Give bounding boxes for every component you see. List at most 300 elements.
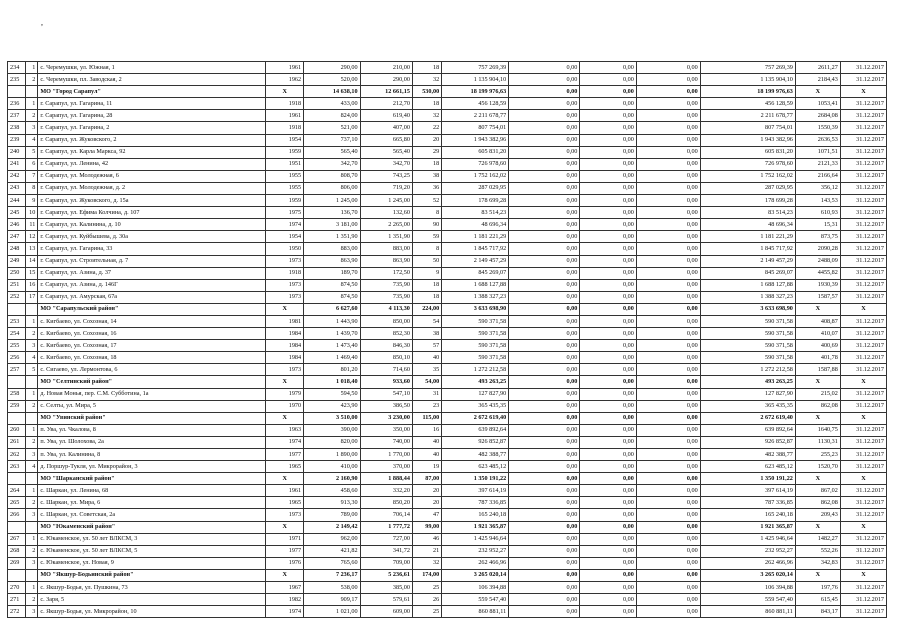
total-area-cell: 789,00 — [304, 509, 361, 521]
deadline-cell: 31.12.2017 — [840, 291, 886, 303]
row-number-cell — [8, 86, 26, 98]
year-cell: 1955 — [266, 182, 304, 194]
table-row — [8, 461, 887, 473]
living-area-cell: 743,25 — [360, 170, 412, 182]
living-area-cell: 863,90 — [360, 255, 412, 267]
deadline-cell: 31.12.2017 — [840, 122, 886, 134]
address-cell: г. Сарапул, ул. Азина, д. 37 — [38, 267, 266, 279]
address-cell: г. Сарапул, ул. Молодежная, 6 — [38, 170, 266, 182]
residents-cell: 21 — [412, 545, 441, 557]
unit-cost-cell: 197,76 — [795, 582, 840, 594]
owners-share-cell: 0,00 — [636, 352, 700, 364]
cost-total-cell: 845 269,07 — [442, 267, 509, 279]
row-number-cell: 254 — [8, 328, 26, 340]
year-cell: 1974 — [266, 606, 304, 618]
address-cell: с. Якшур-Бодья, ул. Пушкина, 73 — [38, 582, 266, 594]
residents-cell: 29 — [412, 146, 441, 158]
living-area-cell: 342,70 — [360, 158, 412, 170]
owners-share-cell: 0,00 — [636, 497, 700, 509]
table-row — [8, 195, 887, 207]
residents-cell: 32 — [412, 74, 441, 86]
item-number-cell: 2 — [25, 545, 38, 557]
cost-total-cell: 493 263,25 — [442, 376, 509, 388]
cost-check-cell: 1 943 382,96 — [700, 134, 795, 146]
cost-check-cell: 83 514,23 — [700, 207, 795, 219]
owners-share-cell: 0,00 — [636, 146, 700, 158]
total-area-cell: 565,40 — [304, 146, 361, 158]
budget-share-cell: 0,00 — [580, 182, 637, 194]
cost-check-cell: 1 181 221,29 — [700, 231, 795, 243]
year-cell: 1984 — [266, 352, 304, 364]
unit-cost-cell: 1482,27 — [795, 533, 840, 545]
cost-total-cell: 287 029,95 — [442, 182, 509, 194]
deadline-cell: 31.12.2017 — [840, 364, 886, 376]
item-number-cell — [25, 521, 38, 533]
fund-share-cell: 0,00 — [509, 436, 580, 448]
item-number-cell: 2 — [25, 497, 38, 509]
residents-cell: 18 — [412, 279, 441, 291]
residents-cell: 20 — [412, 134, 441, 146]
unit-cost-cell: 2488,09 — [795, 255, 840, 267]
item-number-cell — [25, 569, 38, 581]
residents-cell: 90 — [412, 219, 441, 231]
year-cell: 1974 — [266, 436, 304, 448]
total-area-cell: 874,50 — [304, 291, 361, 303]
unit-cost-cell: 552,26 — [795, 545, 840, 557]
fund-share-cell: 0,00 — [509, 207, 580, 219]
fund-share-cell: 0,00 — [509, 509, 580, 521]
unit-cost-cell: 410,07 — [795, 328, 840, 340]
cost-check-cell: 2 672 619,40 — [700, 412, 795, 424]
deadline-cell: 31.12.2017 — [840, 424, 886, 436]
total-area-cell: 801,20 — [304, 364, 361, 376]
table-row — [8, 134, 887, 146]
year-cell: X — [266, 569, 304, 581]
cost-check-cell: 456 128,59 — [700, 98, 795, 110]
year-cell: 1918 — [266, 98, 304, 110]
municipality-row — [8, 303, 887, 315]
fund-share-cell: 0,00 — [509, 158, 580, 170]
living-area-cell: 579,61 — [360, 594, 412, 606]
budget-share-cell: 0,00 — [580, 231, 637, 243]
address-cell: п. Ува, ул. Шолохова, 2а — [38, 436, 266, 448]
total-area-cell: 410,00 — [304, 461, 361, 473]
cost-check-cell: 807 754,01 — [700, 122, 795, 134]
row-number-cell: 250 — [8, 267, 26, 279]
item-number-cell: 3 — [25, 509, 38, 521]
table-row — [8, 62, 887, 74]
address-cell: с. Кигбаево, ул. Сохозная, 18 — [38, 352, 266, 364]
table-row — [8, 279, 887, 291]
cost-total-cell: 1 388 327,23 — [442, 291, 509, 303]
budget-share-cell: 0,00 — [580, 340, 637, 352]
item-number-cell: 2 — [25, 436, 38, 448]
year-cell: 1976 — [266, 557, 304, 569]
cost-total-cell: 1 181 221,29 — [442, 231, 509, 243]
cost-total-cell: 127 827,90 — [442, 388, 509, 400]
living-area-cell: 883,00 — [360, 243, 412, 255]
cost-check-cell: 1 135 904,10 — [700, 74, 795, 86]
owners-share-cell: 0,00 — [636, 110, 700, 122]
owners-share-cell: 0,00 — [636, 74, 700, 86]
row-number-cell: 269 — [8, 557, 26, 569]
cost-check-cell: 1 752 162,02 — [700, 170, 795, 182]
year-cell: 1959 — [266, 146, 304, 158]
cost-check-cell: 106 394,88 — [700, 582, 795, 594]
cost-total-cell: 83 514,23 — [442, 207, 509, 219]
cost-total-cell: 1 350 191,22 — [442, 473, 509, 485]
deadline-cell: 31.12.2017 — [840, 436, 886, 448]
fund-share-cell: 0,00 — [509, 449, 580, 461]
row-number-cell: 234 — [8, 62, 26, 74]
year-cell: X — [266, 473, 304, 485]
unit-cost-cell: 342,83 — [795, 557, 840, 569]
table-row — [8, 158, 887, 170]
table-row — [8, 388, 887, 400]
deadline-cell: 31.12.2017 — [840, 279, 886, 291]
residents-cell: 174,00 — [412, 569, 441, 581]
living-area-cell: 385,00 — [360, 582, 412, 594]
budget-share-cell: 0,00 — [580, 328, 637, 340]
row-number-cell: 260 — [8, 424, 26, 436]
address-cell: г. Сарапул, ул. Гагарина, 11 — [38, 98, 266, 110]
budget-share-cell: 0,00 — [580, 533, 637, 545]
owners-share-cell: 0,00 — [636, 86, 700, 98]
residents-cell: 38 — [412, 170, 441, 182]
fund-share-cell: 0,00 — [509, 376, 580, 388]
address-cell: МО "Юкаменский район" — [38, 521, 266, 533]
table-row — [8, 485, 887, 497]
total-area-cell: 1 018,40 — [304, 376, 361, 388]
budget-share-cell: 0,00 — [580, 376, 637, 388]
owners-share-cell: 0,00 — [636, 315, 700, 327]
row-number-cell: 259 — [8, 400, 26, 412]
row-number-cell: 241 — [8, 158, 26, 170]
cost-total-cell: 397 614,19 — [442, 485, 509, 497]
owners-share-cell: 0,00 — [636, 449, 700, 461]
total-area-cell: 6 627,60 — [304, 303, 361, 315]
deadline-cell: 31.12.2017 — [840, 182, 886, 194]
year-cell: X — [266, 412, 304, 424]
budget-share-cell: 0,00 — [580, 303, 637, 315]
unit-cost-cell: 255,23 — [795, 449, 840, 461]
cost-total-cell: 456 128,59 — [442, 98, 509, 110]
fund-share-cell: 0,00 — [509, 340, 580, 352]
unit-cost-cell: 2611,27 — [795, 62, 840, 74]
item-number-cell — [25, 303, 38, 315]
cost-check-cell: 2 149 457,29 — [700, 255, 795, 267]
item-number-cell: 2 — [25, 110, 38, 122]
year-cell: 1970 — [266, 400, 304, 412]
cost-check-cell: 559 547,40 — [700, 594, 795, 606]
budget-share-cell: 0,00 — [580, 606, 637, 618]
cost-check-cell: 1 388 327,23 — [700, 291, 795, 303]
residents-cell: 19 — [412, 461, 441, 473]
budget-share-cell: 0,00 — [580, 291, 637, 303]
unit-cost-cell: X — [795, 473, 840, 485]
address-cell: п. Ува, ул. Калинина, 8 — [38, 449, 266, 461]
total-area-cell: 765,60 — [304, 557, 361, 569]
living-area-cell: 212,70 — [360, 98, 412, 110]
item-number-cell: 8 — [25, 182, 38, 194]
fund-share-cell: 0,00 — [509, 110, 580, 122]
item-number-cell: 4 — [25, 134, 38, 146]
unit-cost-cell: 2090,28 — [795, 243, 840, 255]
row-number-cell: 261 — [8, 436, 26, 448]
address-cell: с. Селты, ул. Мира, 5 — [38, 400, 266, 412]
deadline-cell: 31.12.2017 — [840, 328, 886, 340]
cost-check-cell: 3 633 698,90 — [700, 303, 795, 315]
residents-cell: 9 — [412, 267, 441, 279]
row-number-cell: 247 — [8, 231, 26, 243]
total-area-cell: 7 236,17 — [304, 569, 361, 581]
table-row — [8, 146, 887, 158]
budget-share-cell: 0,00 — [580, 279, 637, 291]
year-cell: 1961 — [266, 62, 304, 74]
unit-cost-cell: 1550,39 — [795, 122, 840, 134]
budget-share-cell: 0,00 — [580, 545, 637, 557]
deadline-cell: X — [840, 569, 886, 581]
cost-total-cell: 559 547,40 — [442, 594, 509, 606]
deadline-cell: X — [840, 376, 886, 388]
table-row — [8, 182, 887, 194]
budget-share-cell: 0,00 — [580, 388, 637, 400]
cost-total-cell: 590 371,58 — [442, 315, 509, 327]
living-area-cell: 3 230,00 — [360, 412, 412, 424]
fund-share-cell: 0,00 — [509, 400, 580, 412]
fund-share-cell: 0,00 — [509, 182, 580, 194]
table-row — [8, 207, 887, 219]
year-cell: 1954 — [266, 134, 304, 146]
total-area-cell: 458,60 — [304, 485, 361, 497]
cost-check-cell: 590 371,58 — [700, 340, 795, 352]
year-cell: 1962 — [266, 74, 304, 86]
living-area-cell: 665,80 — [360, 134, 412, 146]
row-number-cell: 253 — [8, 315, 26, 327]
address-cell: д. Поршур-Тукля, ул. Микрорайон, 3 — [38, 461, 266, 473]
item-number-cell: 15 — [25, 267, 38, 279]
residents-cell: 36 — [412, 182, 441, 194]
fund-share-cell: 0,00 — [509, 170, 580, 182]
row-number-cell: 268 — [8, 545, 26, 557]
total-area-cell: 423,90 — [304, 400, 361, 412]
fund-share-cell: 0,00 — [509, 557, 580, 569]
table-row — [8, 340, 887, 352]
deadline-cell: 31.12.2017 — [840, 557, 886, 569]
cost-check-cell: 590 371,58 — [700, 315, 795, 327]
budget-share-cell: 0,00 — [580, 557, 637, 569]
year-cell: 1954 — [266, 231, 304, 243]
table-row — [8, 122, 887, 134]
unit-cost-cell: 215,02 — [795, 388, 840, 400]
municipality-row — [8, 473, 887, 485]
cost-check-cell: 3 265 020,14 — [700, 569, 795, 581]
residents-cell: 23 — [412, 400, 441, 412]
cost-total-cell: 262 466,96 — [442, 557, 509, 569]
item-number-cell: 10 — [25, 207, 38, 219]
year-cell: 1955 — [266, 170, 304, 182]
stray-mark: , — [41, 18, 43, 27]
row-number-cell: 267 — [8, 533, 26, 545]
item-number-cell: 6 — [25, 158, 38, 170]
table-row — [8, 557, 887, 569]
deadline-cell: 31.12.2017 — [840, 606, 886, 618]
year-cell: 1959 — [266, 195, 304, 207]
address-cell: г. Сарапул, ул. Ленина, 42 — [38, 158, 266, 170]
fund-share-cell: 0,00 — [509, 497, 580, 509]
address-cell: с. Кигбаево, ул. Сохозная, 17 — [38, 340, 266, 352]
cost-check-cell: 165 240,18 — [700, 509, 795, 521]
total-area-cell: 538,00 — [304, 582, 361, 594]
cost-check-cell: 262 466,96 — [700, 557, 795, 569]
fund-share-cell: 0,00 — [509, 569, 580, 581]
year-cell: 1971 — [266, 533, 304, 545]
total-area-cell: 520,00 — [304, 74, 361, 86]
deadline-cell: 31.12.2017 — [840, 485, 886, 497]
table-body — [8, 62, 887, 618]
fund-share-cell: 0,00 — [509, 424, 580, 436]
cost-total-cell: 3 633 698,90 — [442, 303, 509, 315]
unit-cost-cell: 2184,43 — [795, 74, 840, 86]
total-area-cell: 342,70 — [304, 158, 361, 170]
total-area-cell: 3 181,00 — [304, 219, 361, 231]
living-area-cell: 1 245,00 — [360, 195, 412, 207]
deadline-cell: 31.12.2017 — [840, 134, 886, 146]
living-area-cell: 132,60 — [360, 207, 412, 219]
residents-cell: 20 — [412, 497, 441, 509]
deadline-cell: 31.12.2017 — [840, 74, 886, 86]
total-area-cell: 824,00 — [304, 110, 361, 122]
owners-share-cell: 0,00 — [636, 582, 700, 594]
fund-share-cell: 0,00 — [509, 267, 580, 279]
item-number-cell: 1 — [25, 533, 38, 545]
address-cell: п. Ува, ул. Чкалова, 8 — [38, 424, 266, 436]
living-area-cell: 735,90 — [360, 279, 412, 291]
residents-cell: 54 — [412, 315, 441, 327]
cost-total-cell: 787 336,85 — [442, 497, 509, 509]
address-cell: г. Сарапул, ул. Амурская, 67а — [38, 291, 266, 303]
address-cell: с. Заря, 5 — [38, 594, 266, 606]
year-cell: 1984 — [266, 328, 304, 340]
unit-cost-cell: 4455,82 — [795, 267, 840, 279]
cost-total-cell: 1 943 382,96 — [442, 134, 509, 146]
address-cell: с. Кигбаево, ул. Сохозная, 16 — [38, 328, 266, 340]
residents-cell: 32 — [412, 110, 441, 122]
fund-share-cell: 0,00 — [509, 86, 580, 98]
residents-cell: 18 — [412, 291, 441, 303]
owners-share-cell: 0,00 — [636, 291, 700, 303]
residents-cell: 8 — [412, 207, 441, 219]
address-cell: с. Шаркан, ул. Мира, 6 — [38, 497, 266, 509]
owners-share-cell: 0,00 — [636, 158, 700, 170]
deadline-cell: 31.12.2017 — [840, 207, 886, 219]
budget-share-cell: 0,00 — [580, 62, 637, 74]
unit-cost-cell: 400,69 — [795, 340, 840, 352]
budget-share-cell: 0,00 — [580, 146, 637, 158]
address-cell: с. Кигбаево, ул. Сохозная, 14 — [38, 315, 266, 327]
unit-cost-cell: 2121,33 — [795, 158, 840, 170]
cost-total-cell: 178 699,28 — [442, 195, 509, 207]
item-number-cell: 2 — [25, 74, 38, 86]
address-cell: с. Якшур-Бодья, ул. Микрорайон, 10 — [38, 606, 266, 618]
owners-share-cell: 0,00 — [636, 182, 700, 194]
total-area-cell: 2 149,42 — [304, 521, 361, 533]
residents-cell: 32 — [412, 557, 441, 569]
year-cell: 1961 — [266, 110, 304, 122]
total-area-cell: 1 890,00 — [304, 449, 361, 461]
residents-cell: 40 — [412, 352, 441, 364]
owners-share-cell: 0,00 — [636, 340, 700, 352]
cost-check-cell: 1 272 212,58 — [700, 364, 795, 376]
owners-share-cell: 0,00 — [636, 207, 700, 219]
cost-total-cell: 365 435,35 — [442, 400, 509, 412]
budget-share-cell: 0,00 — [580, 461, 637, 473]
living-area-cell: 407,00 — [360, 122, 412, 134]
owners-share-cell: 0,00 — [636, 424, 700, 436]
cost-check-cell: 605 831,20 — [700, 146, 795, 158]
address-cell: МО "Селтинский район" — [38, 376, 266, 388]
cost-total-cell: 757 269,39 — [442, 62, 509, 74]
address-cell: МО "Город Сарапул" — [38, 86, 266, 98]
total-area-cell: 189,70 — [304, 267, 361, 279]
cost-total-cell: 1 135 904,10 — [442, 74, 509, 86]
cost-check-cell: 397 614,19 — [700, 485, 795, 497]
living-area-cell: 852,30 — [360, 328, 412, 340]
deadline-cell: 31.12.2017 — [840, 594, 886, 606]
total-area-cell: 1 245,00 — [304, 195, 361, 207]
address-cell: МО "Сарапульский район" — [38, 303, 266, 315]
fund-share-cell: 0,00 — [509, 485, 580, 497]
row-number-cell: 255 — [8, 340, 26, 352]
year-cell: 1961 — [266, 485, 304, 497]
address-cell: г. Сарапул, ул. Гагарина, 28 — [38, 110, 266, 122]
total-area-cell: 1 443,90 — [304, 315, 361, 327]
owners-share-cell: 0,00 — [636, 243, 700, 255]
budget-share-cell: 0,00 — [580, 195, 637, 207]
municipality-row — [8, 521, 887, 533]
budget-share-cell: 0,00 — [580, 86, 637, 98]
living-area-cell: 719,20 — [360, 182, 412, 194]
deadline-cell: 31.12.2017 — [840, 146, 886, 158]
total-area-cell: 290,00 — [304, 62, 361, 74]
row-number-cell: 270 — [8, 582, 26, 594]
row-number-cell: 235 — [8, 74, 26, 86]
unit-cost-cell: 2166,64 — [795, 170, 840, 182]
total-area-cell: 737,10 — [304, 134, 361, 146]
cost-total-cell: 165 240,18 — [442, 509, 509, 521]
cost-total-cell: 1 272 212,58 — [442, 364, 509, 376]
fund-share-cell: 0,00 — [509, 582, 580, 594]
total-area-cell: 1 469,40 — [304, 352, 361, 364]
cost-check-cell: 590 371,58 — [700, 328, 795, 340]
unit-cost-cell: X — [795, 303, 840, 315]
row-number-cell: 252 — [8, 291, 26, 303]
row-number-cell — [8, 473, 26, 485]
living-area-cell: 727,00 — [360, 533, 412, 545]
municipality-row — [8, 86, 887, 98]
living-area-cell: 172,50 — [360, 267, 412, 279]
table-row — [8, 436, 887, 448]
item-number-cell: 5 — [25, 146, 38, 158]
budget-share-cell: 0,00 — [580, 594, 637, 606]
owners-share-cell: 0,00 — [636, 606, 700, 618]
address-cell: г. Сарапул, ул. Молодежная, д. 2 — [38, 182, 266, 194]
deadline-cell: 31.12.2017 — [840, 219, 886, 231]
year-cell: 1977 — [266, 449, 304, 461]
deadline-cell: 31.12.2017 — [840, 255, 886, 267]
table-row — [8, 400, 887, 412]
total-area-cell: 390,00 — [304, 424, 361, 436]
